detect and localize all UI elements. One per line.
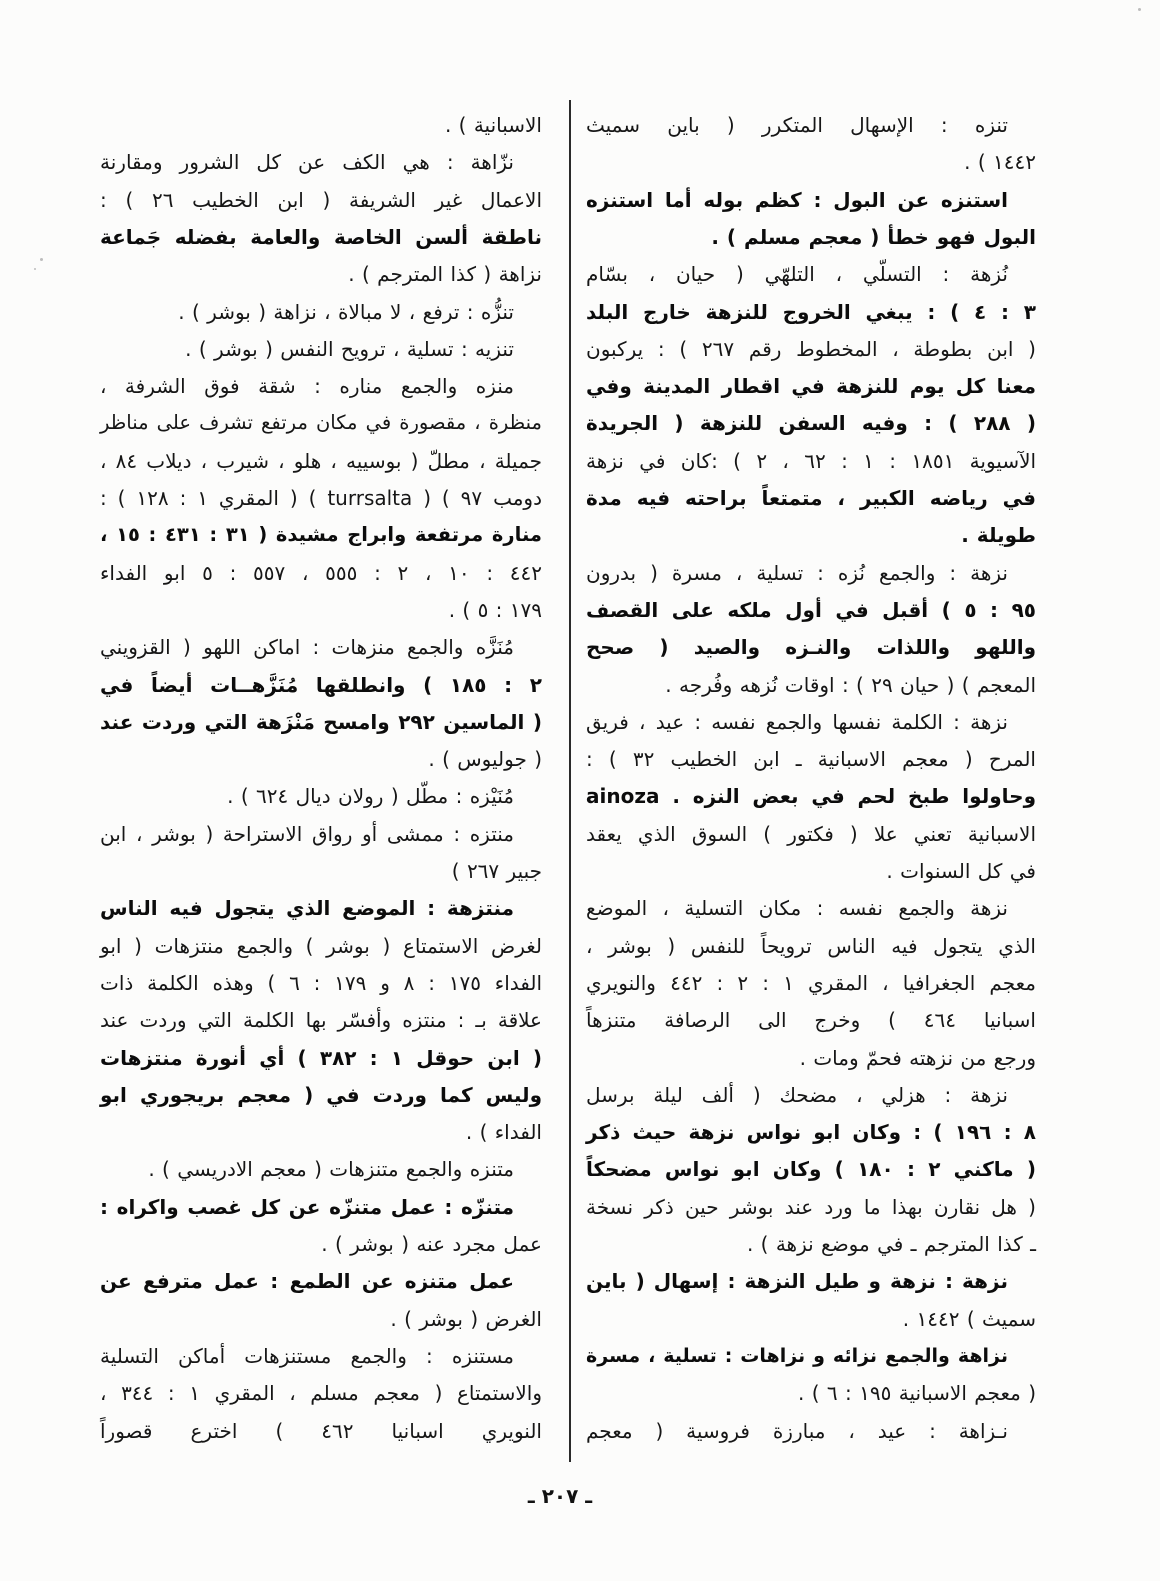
right-column-line: سميث ) ١٤٤٢ . <box>902 1306 1036 1331</box>
right-column-line: وحاولوا طبخ لحم في بعض النزه . ainoza <box>586 784 1036 809</box>
left-column-line: منزه والجمع مناره : شقة فوق الشرفة ، <box>100 374 514 399</box>
left-column-line: الغرض ( بوشر ) . <box>390 1306 542 1331</box>
right-column-line: الاسبانية تعني علا ( فكتور ) السوق الذي يعقد <box>586 821 1036 846</box>
left-column-line: النويري اسبانيا ٤٦٢ ) اخترع قصوراً <box>100 1418 542 1443</box>
left-column-line: الفداء ) . <box>465 1120 542 1145</box>
left-column <box>100 100 542 1470</box>
right-column-line: نزهة : نزهة و طيل النزهة : إسهال ( باين <box>586 1269 1008 1294</box>
left-column-line: جميلة ، مطلّ ( بوسييه ، هلو ، شيرب ، ديلاب ٨٤ ، <box>100 448 542 473</box>
left-column-line: والاستمتاع ( معجم مسلم ، المقري ١ : ٣٤٤ ، <box>100 1381 543 1406</box>
right-column-line: ـ كذا المترجم ـ في موضع نزهة ) . <box>746 1232 1036 1256</box>
right-column <box>586 100 1036 1470</box>
right-column-line: ( معجم الاسبانية ١٩٥ : ٦ ) . <box>798 1381 1036 1406</box>
right-column-line: نـزاهة : عيد ، مبارزة فروسية ( معجم <box>586 1418 1008 1443</box>
right-column-line: ٨ : ١٩٦ ) : وكان ابو نواس نزهة حيث ذكر <box>586 1120 1036 1145</box>
left-column-line: نزاهة ( كذا المترجم ) . <box>348 262 542 287</box>
right-column-line: نُزهة : التسلّي ، التلهّي ( حيان ، بسّام <box>586 262 1008 287</box>
left-column-line: علاقة بـ : منتزه وأفسّر بها الكلمة التي وردت عند <box>100 1008 542 1033</box>
right-column-line: ( هل نقارن بهذا ما ورد عند بوشر حين ذكر نسخة <box>586 1194 1036 1219</box>
left-column-line: عمل متنزه عن الطمع : عمل مترفع عن <box>100 1269 514 1294</box>
left-column-line: الفداء ١٧٥ : ٨ و ١٧٩ : ٦ ) وهذه الكلمة ذات <box>100 970 543 995</box>
right-column-line: ٣ : ٤ ) : يبغي الخروج للنزهة خارج البلد <box>586 299 1036 324</box>
right-column-line: معجم الجغرافيا ، المقري ١ : ٢ : ٤٤٢ والنويري <box>586 970 1036 995</box>
column-divider <box>569 100 571 1462</box>
left-column-line: نزّاهة : هي الكف عن كل الشرور ومقارنة <box>100 150 514 175</box>
right-column-line: نزهة والجمع نفسه : مكان التسلية ، الموضع <box>586 896 1008 921</box>
right-column-line: نزاهة والجمع نزائه و نزاهات : تسلية ، مسرة <box>586 1344 1008 1367</box>
right-column-line: المرح ( معجم الاسبانية ـ ابن الخطيب ٣٢ ) : <box>586 747 1036 772</box>
scan-speck <box>34 268 36 270</box>
left-column-line: منظرة ، مقصورة في مكان مرتفع تشرف على مناظر <box>100 411 542 435</box>
right-column-line: معنا كل يوم للنزهة في اقطار المدينة وفي <box>586 374 1036 399</box>
right-column-line: نزهة : هزلي ، مضحك ( ألف ليلة برسل <box>586 1082 1008 1107</box>
right-column-line: ٩٥ : ٥ ) أقبل في أول ملكه على القصف <box>586 597 1036 622</box>
left-column-line: ( الماسين ٢٩٢ وامسح مَنْزَهة التي وردت عند <box>100 709 542 734</box>
left-column-line: ٤٤٢ : ١٠ ، ٢ : ٥٥٥ ، ٥٥٧ : ٥ ابو الفداء <box>100 560 543 585</box>
right-column-line: ورجع من نزهته فحمّ ومات . <box>799 1045 1036 1070</box>
left-column-line: متنزه والجمع متنزهات ( معجم الادريسي ) . <box>148 1157 514 1182</box>
right-column-line: ( ماكني ٢ : ١٨٠ ) وكان ابو نواس مضحكاً <box>586 1157 1036 1182</box>
left-column-line: منارة مرتفعة وابراج مشيدة ( ٣١ : ٤٣١ : ١٥ ، <box>100 523 542 547</box>
right-column-line: طويلة . <box>961 523 1036 548</box>
right-column-line: واللهو واللذات والنـزه والصيد ( صحح <box>586 635 1036 660</box>
left-column-line: عمل مجرد عنه ( بوشر ) . <box>321 1232 542 1256</box>
left-column-line: مُنَيْزه : مطّل ( رولان ديال ٦٢٤ ) . <box>227 784 514 809</box>
left-column-line: ١٧٩ : ٥ ) . <box>448 597 542 622</box>
left-column-line: دومب ٩٧ ) ( turrsalta ) ( المقري ١ : ١٢٨ ) : <box>100 486 542 510</box>
right-column-line: المعجم ) ( حيان ٢٩ ) : اوقات نُزهه وفُرجه . <box>665 672 1036 697</box>
right-column-line: نزهة : والجمع نُزه : تسلية ، مسرة ( بدرون <box>586 560 1008 585</box>
left-column-line: الاعمال غير الشريفة ( ابن الخطيب ٢٦ ) : <box>100 187 542 212</box>
left-column-line: مستنزه : والجمع مستنزهات أماكن التسلية <box>100 1343 514 1368</box>
left-column-line: متنزّه : عمل متنزّه عن كل غصب واكراه : <box>100 1194 514 1219</box>
right-column-line: الذي يتجول فيه الناس ترويحاً للنفس ( بوشر ، <box>586 933 1036 958</box>
left-column-line: ناطقة ألسن الخاصة والعامة بفضله جَماعة <box>100 224 542 249</box>
left-column-line: ( جوليوس ) . <box>428 747 542 772</box>
right-column-line: في رياضه الكبير ، متمتعاً براحته فيه مدة <box>586 486 1036 510</box>
right-column-line: ( ٢٨٨ ) : وفيه السفن للنزهة ( الجريدة <box>586 411 1036 436</box>
right-column-line: في كل السنوات . <box>886 859 1036 883</box>
left-column-line: مُنَزَّه والجمع منزهات : اماكن اللهو ( القزويني <box>100 635 514 660</box>
left-column-line: جبير ٢٦٧ ) <box>451 859 542 883</box>
left-column-line: ( ابن حوقل ١ : ٣٨٢ ) أي أنورة منتزهات <box>100 1045 543 1070</box>
scan-speck <box>1138 8 1141 11</box>
right-column-line: نزهة : الكلمة نفسها والجمع نفسه : عيد ، فريق <box>586 709 1008 734</box>
left-column-line: الاسبانية ) . <box>444 113 542 137</box>
left-column-line: تنزُّه : ترفع ، لا مبالاة ، نزاهة ( بوشر ) . <box>178 299 514 324</box>
right-column-line: تنزه : الإسهال المتكرر ( باين سميث <box>586 113 1008 137</box>
left-column-line: منتزهة : الموضع الذي يتجول فيه الناس <box>100 896 514 921</box>
left-column-line: لغرض الاستمتاع ( بوشر ) والجمع منتزهات ( ابو <box>100 933 542 958</box>
right-column-line: الآسيوية ١٨٥١ : ١ : ٦٢ ، ٢ ) :كان في نزهة <box>586 448 1037 473</box>
right-column-line: ( ابن بطوطة ، المخطوط رقم ٢٦٧ ) : يركبون <box>586 336 1036 361</box>
right-column-line: استنزه عن البول : كظم بوله أما استنزه <box>586 187 1008 212</box>
right-column-line: اسبانيا ٤٦٤ ) وخرج الى الرصافة متنزهاً <box>586 1008 1036 1033</box>
page-number: ـ ٢٠٧ ـ <box>527 1484 593 1508</box>
scan-speck <box>40 258 43 261</box>
left-column-line: ٢ : ١٨٥ ) وانطلقها مُنَزَّهــات أيضاً في <box>100 672 542 697</box>
left-column-line: تنزيه : تسلية ، ترويح النفس ( بوشر ) . <box>185 336 514 361</box>
right-column-line: البول فهو خطأ ( معجم مسلم ) . <box>711 224 1036 249</box>
right-column-line: ١٤٤٢ ) . <box>964 150 1036 175</box>
left-column-line: وليس كما وردت في ( معجم بريجوري ابو <box>100 1082 542 1107</box>
left-column-line: منتزه : ممشى أو رواق الاستراحة ( بوشر ، ابن <box>100 821 514 846</box>
